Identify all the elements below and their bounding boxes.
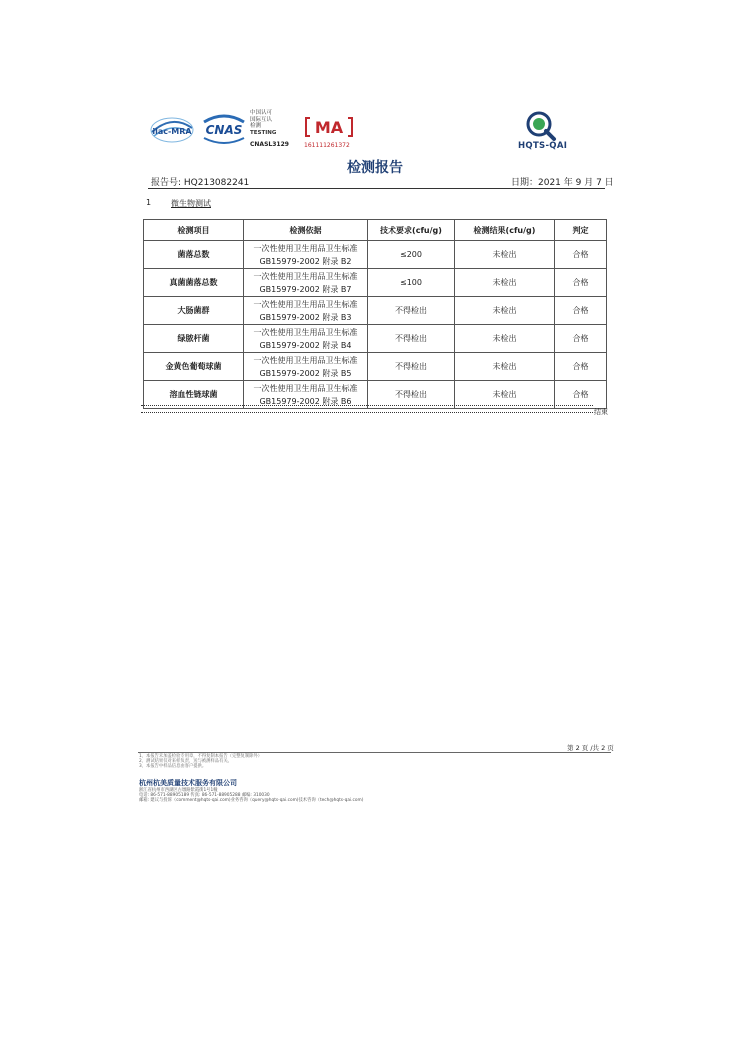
cnas-desc-line: 中国认可 bbox=[250, 110, 273, 116]
result: 未检出 bbox=[455, 297, 555, 325]
table-row bbox=[144, 297, 607, 325]
requirement: 不得检出 bbox=[368, 297, 455, 325]
report-title: 检测报告 bbox=[347, 160, 403, 176]
requirement: 不得检出 bbox=[368, 325, 455, 353]
verdict: 合格 bbox=[555, 297, 607, 325]
ilac-text: ilac-MRA bbox=[152, 127, 192, 136]
column-header: 技术要求(cfu/g) bbox=[368, 220, 455, 241]
test-item: 菌落总数 bbox=[144, 241, 244, 269]
column-header: 判定 bbox=[555, 220, 607, 241]
requirement: 不得检出 bbox=[368, 353, 455, 381]
results-table bbox=[143, 219, 607, 409]
company-name: 杭州杭美质量技术服务有限公司 bbox=[139, 779, 237, 787]
test-basis bbox=[244, 297, 368, 325]
cnas-desc-line: 国际互认 bbox=[250, 116, 273, 123]
footer-note: 1、本报告未加盖检验专用章，不得复制本报告（完整复制除外） bbox=[139, 754, 263, 759]
verdict: 合格 bbox=[555, 241, 607, 269]
basis-line: GB15979-2002 附录 B7 bbox=[259, 284, 352, 294]
basis-line: GB15979-2002 附录 B5 bbox=[259, 368, 352, 378]
test-item: 大肠菌群 bbox=[144, 297, 244, 325]
basis-line: 一次性使用卫生用品卫生标准 bbox=[253, 355, 358, 365]
basis-line: 一次性使用卫生用品卫生标准 bbox=[253, 299, 358, 309]
test-basis bbox=[244, 241, 368, 269]
footer-divider bbox=[138, 752, 611, 753]
section-number: 1 bbox=[146, 198, 152, 207]
end-mark: 结束 bbox=[594, 408, 608, 416]
column-header: 检测依据 bbox=[244, 220, 368, 241]
report-number: 报告号: HQ213082241 bbox=[151, 178, 250, 188]
requirement: 不得检出 bbox=[368, 381, 455, 409]
ma-text: MA bbox=[314, 118, 344, 137]
header-divider bbox=[148, 188, 605, 189]
company-email: 邮箱: 建议与投诉（comment@hqts-qai.com)业务咨询（query@hqts-qai.com)技术咨询（tech@hqts-qai.com) bbox=[139, 798, 364, 803]
cma-logo bbox=[304, 114, 354, 140]
basis-line: GB15979-2002 附录 B6 bbox=[259, 396, 352, 406]
hqts-logo bbox=[525, 110, 557, 142]
footer-note: 2、测试结果仅对来样负责，送与被测样品有关。 bbox=[139, 759, 232, 764]
test-basis bbox=[244, 269, 368, 297]
cnas-description bbox=[250, 110, 276, 136]
verdict: 合格 bbox=[555, 269, 607, 297]
result: 未检出 bbox=[455, 241, 555, 269]
company-address: 浙江省杭州市西湖区古墩路紫霞街1号1幢 bbox=[139, 788, 218, 793]
test-basis bbox=[244, 353, 368, 381]
table-row bbox=[144, 241, 607, 269]
requirement: ≤100 bbox=[368, 269, 455, 297]
basis-line: GB15979-2002 附录 B2 bbox=[259, 256, 352, 266]
cnas-testing: TESTING bbox=[250, 129, 277, 136]
column-header: 检测项目 bbox=[144, 220, 244, 241]
cnas-logo bbox=[198, 112, 250, 146]
basis-line: GB15979-2002 附录 B3 bbox=[259, 312, 352, 322]
test-item: 金黄色葡萄球菌 bbox=[144, 353, 244, 381]
test-item: 绿脓杆菌 bbox=[144, 325, 244, 353]
hqts-text: HQTS-QAI bbox=[518, 141, 568, 151]
cma-number: 161111261372 bbox=[304, 142, 350, 149]
footer-note: 3、本报告中样品信息由客户提供。 bbox=[139, 764, 207, 769]
result: 未检出 bbox=[455, 353, 555, 381]
page-number: 第 2 页 /共 2 页 bbox=[567, 744, 614, 752]
end-divider bbox=[141, 405, 593, 413]
basis-line: 一次性使用卫生用品卫生标准 bbox=[253, 327, 358, 337]
table-row bbox=[144, 325, 607, 353]
verdict: 合格 bbox=[555, 381, 607, 409]
cnas-text: CNAS bbox=[205, 123, 243, 137]
report-date: 日期：2021 年 9 月 7 日 bbox=[511, 178, 614, 188]
result: 未检出 bbox=[455, 269, 555, 297]
table-row bbox=[144, 353, 607, 381]
result: 未检出 bbox=[455, 381, 555, 409]
verdict: 合格 bbox=[555, 325, 607, 353]
cnas-desc-line: 检测 bbox=[250, 123, 262, 130]
result: 未检出 bbox=[455, 325, 555, 353]
company-phone: 电话: 86-571-88905189 传真: 86-571-88905288 邮编: 310030 bbox=[139, 793, 270, 798]
verdict: 合格 bbox=[555, 353, 607, 381]
basis-line: 一次性使用卫生用品卫生标准 bbox=[253, 383, 358, 393]
column-header: 检测结果(cfu/g) bbox=[455, 220, 555, 241]
basis-line: 一次性使用卫生用品卫生标准 bbox=[253, 271, 358, 281]
ilac-mra-logo bbox=[148, 112, 196, 146]
table-row bbox=[144, 269, 607, 297]
section-title: 微生物测试 bbox=[171, 199, 211, 208]
basis-line: GB15979-2002 附录 B4 bbox=[259, 340, 352, 350]
test-basis bbox=[244, 325, 368, 353]
cnas-code: CNASL3129 bbox=[250, 141, 289, 148]
basis-line: 一次性使用卫生用品卫生标准 bbox=[253, 243, 358, 253]
test-item: 真菌菌落总数 bbox=[144, 269, 244, 297]
requirement: ≤200 bbox=[368, 241, 455, 269]
table-header-row bbox=[144, 220, 607, 241]
test-item: 溶血性链球菌 bbox=[144, 381, 244, 409]
